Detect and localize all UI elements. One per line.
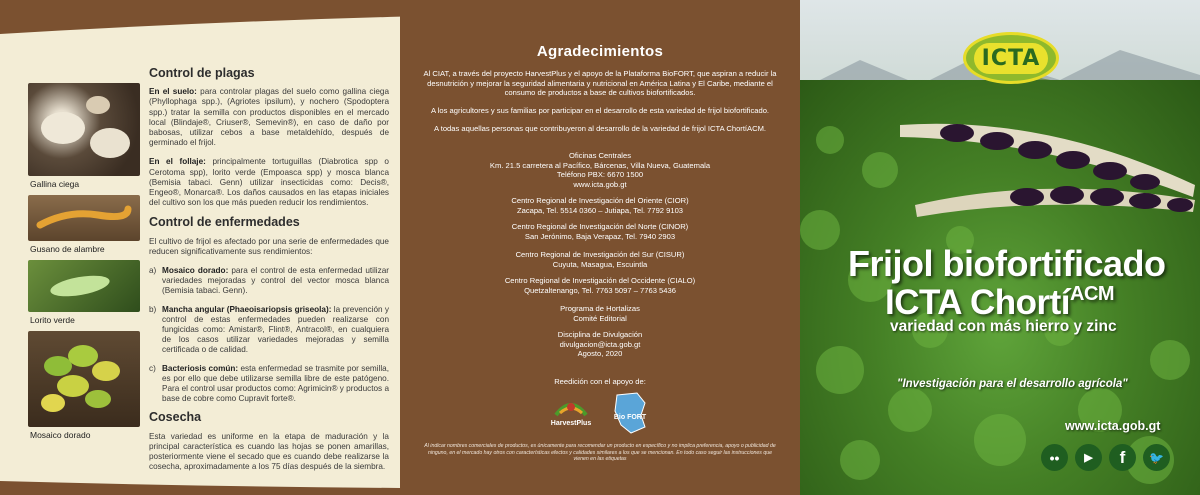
soil-lead: En el suelo:	[149, 87, 197, 97]
pest-photo-column	[28, 83, 140, 446]
top-wave-decoration	[0, 0, 400, 40]
caption-lorito-verde: Lorito verde	[30, 315, 75, 325]
email-link[interactable]: divulgacion@icta.gob.gt	[559, 339, 641, 349]
icta-logo	[963, 32, 1059, 84]
facebook-glyph: f	[1119, 447, 1126, 467]
youtube-icon[interactable]	[1075, 444, 1102, 471]
disease-item	[149, 364, 389, 405]
disease-marker: b)	[149, 304, 157, 314]
ack-paragraph-1: Al CIAT, a través del proyecto HarvestPlus y el apoyo de la Plataforma BioFORT, que aspiran a reducir la desnutrición y mejorar la seguridad alimentaria y nutricional en América Latina y El Caribe, mediante el consumo de productos a base de cultivos biofortificados.	[423, 69, 777, 98]
photo-mosaico-dorado	[28, 331, 140, 427]
office-line: Centro Regional de Investigación del Oriente (CIOR)	[511, 196, 689, 205]
cover-panel	[800, 0, 1200, 495]
flickr-icon[interactable]	[1041, 444, 1068, 471]
variety-name: ICTA Chortí	[885, 283, 1071, 322]
harvest-heading: Cosecha	[149, 410, 202, 425]
office-line: Centro Regional de Investigación del Sur (CISUR)	[515, 250, 685, 259]
left-panel	[0, 0, 400, 495]
disease-lead: Bacteriosis común:	[162, 363, 239, 373]
disease-list	[149, 266, 389, 404]
foliage-text: principalmente tortuguillas (Diabrotica spp o Cerotoma spp), lorito verde (Empoasca spp) y mosca blanca (Bemisia tabaci. Genn) utilizar insecticidas como: Decis®, Engeo®, Monarca®. Los daños causados en las etapas iniciales del cultivo son los que más pueden reducir los rendimientos.	[149, 157, 389, 208]
soil-paragraph	[149, 87, 389, 148]
icta-logo-text: ICTA	[974, 43, 1049, 74]
office-line: Disciplina de Divulgación	[557, 330, 643, 339]
harvestplus-logo-text: HarvestPlus	[550, 420, 592, 427]
office-block	[420, 330, 780, 359]
office-block	[420, 151, 780, 189]
youtube-glyph: ▶	[1084, 452, 1093, 464]
photo-lorito-verde	[28, 260, 140, 312]
harvestplus-logo	[548, 393, 594, 433]
caption-gusano-alambre: Gusano de alambre	[30, 244, 105, 254]
left-text-column	[149, 68, 389, 482]
disease-lead: Mosaico dorado:	[162, 266, 229, 276]
middle-panel	[400, 0, 800, 495]
office-line: Cuyuta, Masagua, Escuintla	[552, 259, 648, 269]
slogan: "Investigación para el desarrollo agrícola"	[897, 378, 1128, 390]
disease-text: la prevención y control de estas enfermedades pueden realizarse con fungicidas como: Amistar®, Flint®, Antracol®, en cualquiera de los casos utilizar variedades mejoradas y semilla certificada o de calidad.	[162, 304, 389, 355]
disease-control-heading: Control de enfermedades	[149, 215, 300, 230]
office-line: Centro Regional de Investigación del Occidente (CIALO)	[504, 276, 696, 285]
cover-title-line2	[885, 283, 1114, 323]
reedition-label: Reedición con el apoyo de:	[554, 377, 646, 386]
pest-control-heading: Control de plagas	[149, 66, 255, 80]
photo-gusano-alambre	[28, 195, 140, 241]
office-line: Agosto, 2020	[577, 349, 623, 359]
office-line: Oficinas Centrales	[568, 151, 632, 160]
office-block	[420, 196, 780, 215]
disease-text: esta enfermedad se trasmite por semilla, es por ello que debe utilizarse semilla libre de este patógeno. Para el control usar productos como: Agrimicin® y productos a base de cobre como Cupravit forte®.	[162, 363, 390, 404]
facebook-icon[interactable]	[1109, 444, 1136, 471]
bean-pods-illustration	[895, 85, 1200, 235]
office-block	[420, 304, 780, 323]
office-block	[420, 222, 780, 241]
cover-title-line1: Frijol biofortificado	[848, 243, 1166, 284]
soil-text: para controlar plagas del suelo como gallina ciega (Phyllophaga spp.), (Agriotes ipsilum), y nochero (Spodoptera spp.) tratar la semilla con productos disponibles en el mercado local (Blindaje®, Criuser®, Semevin®), en caso de daño por babosas, utilizar cebos a base metaldehído, después de germinado el frijol.	[149, 87, 389, 148]
biofort-logo	[607, 389, 653, 437]
biofort-logo-text: Bio FORT	[613, 414, 647, 421]
caption-mosaico-dorado: Mosaico dorado	[30, 430, 91, 440]
harvest-text: Esta variedad es uniforme en la etapa de maduración y la principal característica es cuando las hojas se ponen amarillas, posteriormente viene el secado que es cuando debe realizarse la cosecha, aproximadamente a los 75 días después de la siembra.	[149, 431, 389, 472]
office-line: Teléfono PBX: 6670 1500	[556, 170, 644, 180]
disease-lead: Mancha angular (Phaeoisariopsis griseola):	[162, 304, 332, 314]
office-line: Programa de Hortalizas	[560, 304, 640, 313]
foliage-lead: En el follaje:	[149, 157, 206, 167]
office-line: Zacapa, Tel. 5514 0360 – Jutiapa, Tel. 7792 9103	[516, 205, 684, 215]
acknowledgements-heading: Agradecimientos	[536, 43, 664, 60]
twitter-glyph: 🐦	[1149, 450, 1164, 465]
office-line: Quetzaltenango, Tel. 7763 5097 – 7763 5436	[524, 285, 676, 295]
office-line: Centro Regional de Investigación del Norte (CINOR)	[511, 222, 689, 231]
office-block	[420, 276, 780, 295]
office-line: Km. 21.5 carretera al Pacífico, Bárcenas, Villa Nueva, Guatemala	[489, 160, 711, 170]
disease-marker: c)	[149, 363, 156, 373]
disease-intro: El cultivo de frijol es afectado por una serie de enfermedades que reducen significativamente sus rendimientos:	[149, 236, 389, 256]
office-line: Comité Editorial	[573, 313, 627, 323]
disease-item	[149, 266, 389, 297]
flickr-glyph: ••	[1049, 449, 1060, 466]
ack-paragraph-2: A los agricultores y sus familias por participar en el desarrollo de esta variedad de frijol biofortificado.	[430, 106, 770, 115]
disease-marker: a)	[149, 266, 157, 276]
disease-text: para el control de esta enfermedad utilizar variedades mejoradas y control del vector mosca blanca (Bemisia tabaci. Genn).	[162, 266, 389, 296]
website-link[interactable]: www.icta.gob.gt	[1065, 419, 1161, 433]
cover-subtitle: variedad con más hierro y zinc	[890, 318, 1117, 335]
twitter-icon[interactable]	[1143, 444, 1170, 471]
bottom-wave-decoration	[0, 455, 400, 495]
foliage-paragraph	[149, 157, 389, 208]
office-line: San Jerónimo, Baja Verapaz, Tel. 7940 2903	[524, 231, 676, 241]
office-block	[420, 250, 780, 269]
legal-footnote: Al indicar nombres comerciales de productos, es únicamente para recomendar un producto en específico y no implica preferencia, apoyo o publicidad de ninguno, en el mercado hay otros con características efectos y calidades similares a los que se mencionan. En todo caso seguir las instrucciones que vienen en las etiquetas	[424, 443, 776, 462]
variety-superscript: ACM	[1070, 283, 1115, 305]
photo-gallina-ciega	[28, 83, 140, 176]
office-link[interactable]: www.icta.gob.gt	[573, 179, 627, 189]
ack-paragraph-3: A todas aquellas personas que contribuyeron al desarrollo de la variedad de frijol ICTA ChortíACM.	[433, 124, 767, 133]
caption-gallina-ciega: Gallina ciega	[30, 179, 80, 189]
disease-item	[149, 305, 389, 356]
